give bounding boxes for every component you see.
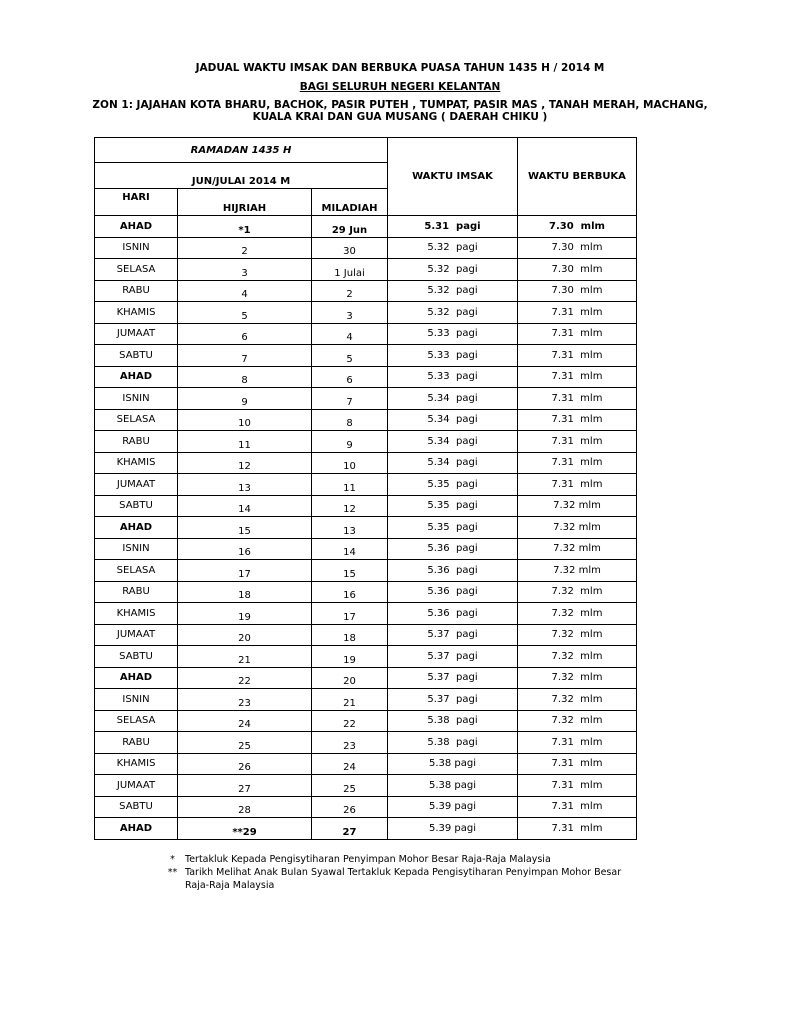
miladiah-cell: 23: [312, 732, 388, 754]
berbuka-cell: 7.31 mlm: [518, 366, 637, 388]
hijriah-cell: 28: [178, 796, 312, 818]
hijriah-cell: 19: [178, 603, 312, 625]
table-row: [95, 302, 637, 324]
hijriah-cell: 3: [178, 259, 312, 281]
imsak-cell: 5.32 pagi: [388, 237, 518, 259]
hijriah-cell: 15: [178, 517, 312, 539]
hari-cell: SABTU: [95, 345, 178, 367]
hijriah-cell: 14: [178, 495, 312, 517]
table-row: [95, 732, 637, 754]
table-row: [95, 280, 637, 302]
imsak-cell: 5.36 pagi: [388, 538, 518, 560]
hari-cell: JUMAAT: [95, 323, 178, 345]
berbuka-cell: 7.32 mlm: [518, 560, 637, 582]
document-subtitle: BAGI SELURUH NEGERI KELANTAN: [299, 81, 501, 93]
imsak-cell: 5.36 pagi: [388, 560, 518, 582]
hijriah-cell: 27: [178, 775, 312, 797]
imsak-cell: 5.38 pagi: [388, 753, 518, 775]
hijriah-cell: 9: [178, 388, 312, 410]
table-row: [95, 818, 637, 840]
hari-cell: AHAD: [95, 818, 178, 840]
hari-cell: SELASA: [95, 259, 178, 281]
imsak-cell: 5.35 pagi: [388, 517, 518, 539]
miladiah-cell: 5: [312, 345, 388, 367]
header-row-1: [95, 138, 637, 163]
footnote-mark: **: [167, 867, 178, 878]
imsak-cell: 5.32 pagi: [388, 302, 518, 324]
hijriah-cell: 13: [178, 474, 312, 496]
imsak-cell: 5.33 pagi: [388, 323, 518, 345]
berbuka-cell: 7.31 mlm: [518, 796, 637, 818]
table-row: [95, 323, 637, 345]
miladiah-cell: 16: [312, 581, 388, 603]
miladiah-cell: 4: [312, 323, 388, 345]
hijriah-cell: 20: [178, 624, 312, 646]
miladiah-cell: 12: [312, 495, 388, 517]
miladiah-cell: 24: [312, 753, 388, 775]
hari-cell: ISNIN: [95, 538, 178, 560]
imsak-cell: 5.34 pagi: [388, 431, 518, 453]
table-row: [95, 646, 637, 668]
berbuka-cell: 7.31 mlm: [518, 818, 637, 840]
berbuka-cell: 7.32 mlm: [518, 517, 637, 539]
miladiah-cell: 19: [312, 646, 388, 668]
hijriah-cell: 11: [178, 431, 312, 453]
miladiah-cell: 3: [312, 302, 388, 324]
hijriah-cell: 17: [178, 560, 312, 582]
hari-cell: JUMAAT: [95, 624, 178, 646]
hari-cell: AHAD: [95, 366, 178, 388]
table-row: [95, 388, 637, 410]
hijriah-cell: 8: [178, 366, 312, 388]
imsak-cell: 5.34 pagi: [388, 452, 518, 474]
hari-cell: JUMAAT: [95, 775, 178, 797]
berbuka-cell: 7.30 mlm: [518, 280, 637, 302]
miladiah-cell: 8: [312, 409, 388, 431]
zone-description: ZON 1: JAJAHAN KOTA BHARU, BACHOK, PASIR PUTEH , TUMPAT, PASIR MAS , TANAH MERAH, MACHANG, KUALA KRAI DAN GUA MUSANG ( DAERAH CHIKU ): [92, 99, 708, 123]
footnote-mark: *: [170, 854, 175, 865]
berbuka-cell: 7.31 mlm: [518, 452, 637, 474]
table-row: [95, 538, 637, 560]
imsak-cell: 5.37 pagi: [388, 646, 518, 668]
hari-cell: ISNIN: [95, 388, 178, 410]
miladiah-cell: 15: [312, 560, 388, 582]
hijriah-cell: 12: [178, 452, 312, 474]
table-row: [95, 710, 637, 732]
imsak-cell: 5.33 pagi: [388, 345, 518, 367]
miladiah-cell: 30: [312, 237, 388, 259]
footnote: [160, 866, 630, 892]
berbuka-cell: 7.31 mlm: [518, 302, 637, 324]
imsak-cell: 5.37 pagi: [388, 689, 518, 711]
hijriah-cell: 6: [178, 323, 312, 345]
imsak-cell: 5.34 pagi: [388, 388, 518, 410]
imsak-cell: 5.38 pagi: [388, 710, 518, 732]
imsak-cell: 5.32 pagi: [388, 280, 518, 302]
miladiah-cell: 13: [312, 517, 388, 539]
table-row: [95, 517, 637, 539]
hari-cell: SABTU: [95, 646, 178, 668]
miladiah-cell: 20: [312, 667, 388, 689]
hijriah-cell: *1: [178, 216, 312, 238]
hari-cell: KHAMIS: [95, 302, 178, 324]
imsak-cell: 5.36 pagi: [388, 603, 518, 625]
footnotes: [160, 853, 630, 892]
hari-cell: JUMAAT: [95, 474, 178, 496]
table-row: [95, 452, 637, 474]
berbuka-cell: 7.31 mlm: [518, 345, 637, 367]
ramadan-header: RAMADAN 1435 H: [95, 138, 388, 163]
hijriah-cell: 21: [178, 646, 312, 668]
footnote-text: Tertakluk Kepada Pengisytiharan Penyimpan Mohor Besar Raja-Raja Malaysia: [185, 854, 551, 865]
table-row: [95, 216, 637, 238]
miladiah-cell: 1 Julai: [312, 259, 388, 281]
table-row: [95, 474, 637, 496]
hari-cell: AHAD: [95, 216, 178, 238]
hari-cell: AHAD: [95, 667, 178, 689]
hari-cell: KHAMIS: [95, 452, 178, 474]
table-row: [95, 345, 637, 367]
berbuka-cell: 7.32 mlm: [518, 538, 637, 560]
hijriah-cell: 24: [178, 710, 312, 732]
footnote-text: Tarikh Melihat Anak Bulan Syawal Tertakluk Kepada Pengisytiharan Penyimpan Mohor Besar Raja-Raja Malaysia: [185, 867, 622, 891]
table-row: [95, 667, 637, 689]
hari-cell: SELASA: [95, 710, 178, 732]
hijriah-cell: 22: [178, 667, 312, 689]
month-header: JUN/JULAI 2014 M: [95, 163, 388, 189]
hari-cell: ISNIN: [95, 689, 178, 711]
miladiah-cell: 10: [312, 452, 388, 474]
miladiah-header: MILADIAH: [312, 189, 388, 216]
miladiah-cell: 7: [312, 388, 388, 410]
hari-cell: SABTU: [95, 796, 178, 818]
berbuka-cell: 7.30 mlm: [518, 259, 637, 281]
footnote: [160, 853, 630, 866]
hari-cell: ISNIN: [95, 237, 178, 259]
hari-cell: SABTU: [95, 495, 178, 517]
miladiah-cell: 21: [312, 689, 388, 711]
hijriah-cell: 18: [178, 581, 312, 603]
miladiah-cell: 27: [312, 818, 388, 840]
table-row: [95, 237, 637, 259]
berbuka-cell: 7.32 mlm: [518, 603, 637, 625]
hari-cell: RABU: [95, 431, 178, 453]
miladiah-cell: 29 Jun: [312, 216, 388, 238]
imsak-cell: 5.35 pagi: [388, 495, 518, 517]
hijriah-header: HIJRIAH: [178, 189, 312, 216]
table-row: [95, 495, 637, 517]
miladiah-cell: 14: [312, 538, 388, 560]
hari-cell: RABU: [95, 732, 178, 754]
imsak-cell: 5.31 pagi: [388, 216, 518, 238]
imsak-cell: 5.38 pagi: [388, 732, 518, 754]
miladiah-cell: 9: [312, 431, 388, 453]
imsak-cell: 5.34 pagi: [388, 409, 518, 431]
berbuka-cell: 7.30 mlm: [518, 237, 637, 259]
berbuka-cell: 7.31 mlm: [518, 431, 637, 453]
hijriah-cell: 2: [178, 237, 312, 259]
berbuka-cell: 7.31 mlm: [518, 775, 637, 797]
miladiah-cell: 2: [312, 280, 388, 302]
berbuka-cell: 7.32 mlm: [518, 646, 637, 668]
hijriah-cell: 5: [178, 302, 312, 324]
hari-cell: RABU: [95, 581, 178, 603]
imsak-cell: 5.37 pagi: [388, 624, 518, 646]
table-row: [95, 603, 637, 625]
hijriah-cell: 16: [178, 538, 312, 560]
table-row: [95, 560, 637, 582]
miladiah-cell: 25: [312, 775, 388, 797]
berbuka-cell: 7.31 mlm: [518, 753, 637, 775]
hijriah-cell: 25: [178, 732, 312, 754]
miladiah-cell: 17: [312, 603, 388, 625]
hijriah-cell: 23: [178, 689, 312, 711]
imsak-cell: 5.35 pagi: [388, 474, 518, 496]
hari-cell: KHAMIS: [95, 753, 178, 775]
miladiah-cell: 6: [312, 366, 388, 388]
berbuka-header: WAKTU BERBUKA: [518, 138, 637, 216]
hijriah-cell: 26: [178, 753, 312, 775]
table-row: [95, 409, 637, 431]
hari-cell: KHAMIS: [95, 603, 178, 625]
berbuka-cell: 7.31 mlm: [518, 388, 637, 410]
imsak-cell: 5.33 pagi: [388, 366, 518, 388]
table-row: [95, 624, 637, 646]
imsak-cell: 5.38 pagi: [388, 775, 518, 797]
hijriah-cell: **29: [178, 818, 312, 840]
table-row: [95, 753, 637, 775]
table-row: [95, 366, 637, 388]
table-row: [95, 259, 637, 281]
berbuka-cell: 7.31 mlm: [518, 474, 637, 496]
berbuka-cell: 7.31 mlm: [518, 409, 637, 431]
imsak-cell: 5.32 pagi: [388, 259, 518, 281]
miladiah-cell: 18: [312, 624, 388, 646]
imsak-cell: 5.36 pagi: [388, 581, 518, 603]
hijriah-cell: 10: [178, 409, 312, 431]
table-row: [95, 581, 637, 603]
hari-header: HARI: [95, 189, 178, 216]
imsak-header: WAKTU IMSAK: [388, 138, 518, 216]
imsak-cell: 5.39 pagi: [388, 818, 518, 840]
hari-cell: RABU: [95, 280, 178, 302]
berbuka-cell: 7.32 mlm: [518, 667, 637, 689]
berbuka-cell: 7.32 mlm: [518, 689, 637, 711]
hijriah-cell: 4: [178, 280, 312, 302]
hari-cell: SELASA: [95, 560, 178, 582]
table-row: [95, 689, 637, 711]
hijriah-cell: 7: [178, 345, 312, 367]
berbuka-cell: 7.32 mlm: [518, 581, 637, 603]
miladiah-cell: 26: [312, 796, 388, 818]
berbuka-cell: 7.31 mlm: [518, 732, 637, 754]
imsak-cell: 5.37 pagi: [388, 667, 518, 689]
document-title: JADUAL WAKTU IMSAK DAN BERBUKA PUASA TAHUN 1435 H / 2014 M: [195, 62, 605, 74]
berbuka-cell: 7.32 mlm: [518, 624, 637, 646]
hari-cell: AHAD: [95, 517, 178, 539]
hari-cell: SELASA: [95, 409, 178, 431]
berbuka-cell: 7.30 mlm: [518, 216, 637, 238]
berbuka-cell: 7.31 mlm: [518, 323, 637, 345]
berbuka-cell: 7.32 mlm: [518, 495, 637, 517]
berbuka-cell: 7.32 mlm: [518, 710, 637, 732]
table-row: [95, 796, 637, 818]
imsak-cell: 5.39 pagi: [388, 796, 518, 818]
table-row: [95, 775, 637, 797]
miladiah-cell: 22: [312, 710, 388, 732]
miladiah-cell: 11: [312, 474, 388, 496]
table-row: [95, 431, 637, 453]
timetable: [94, 137, 637, 840]
